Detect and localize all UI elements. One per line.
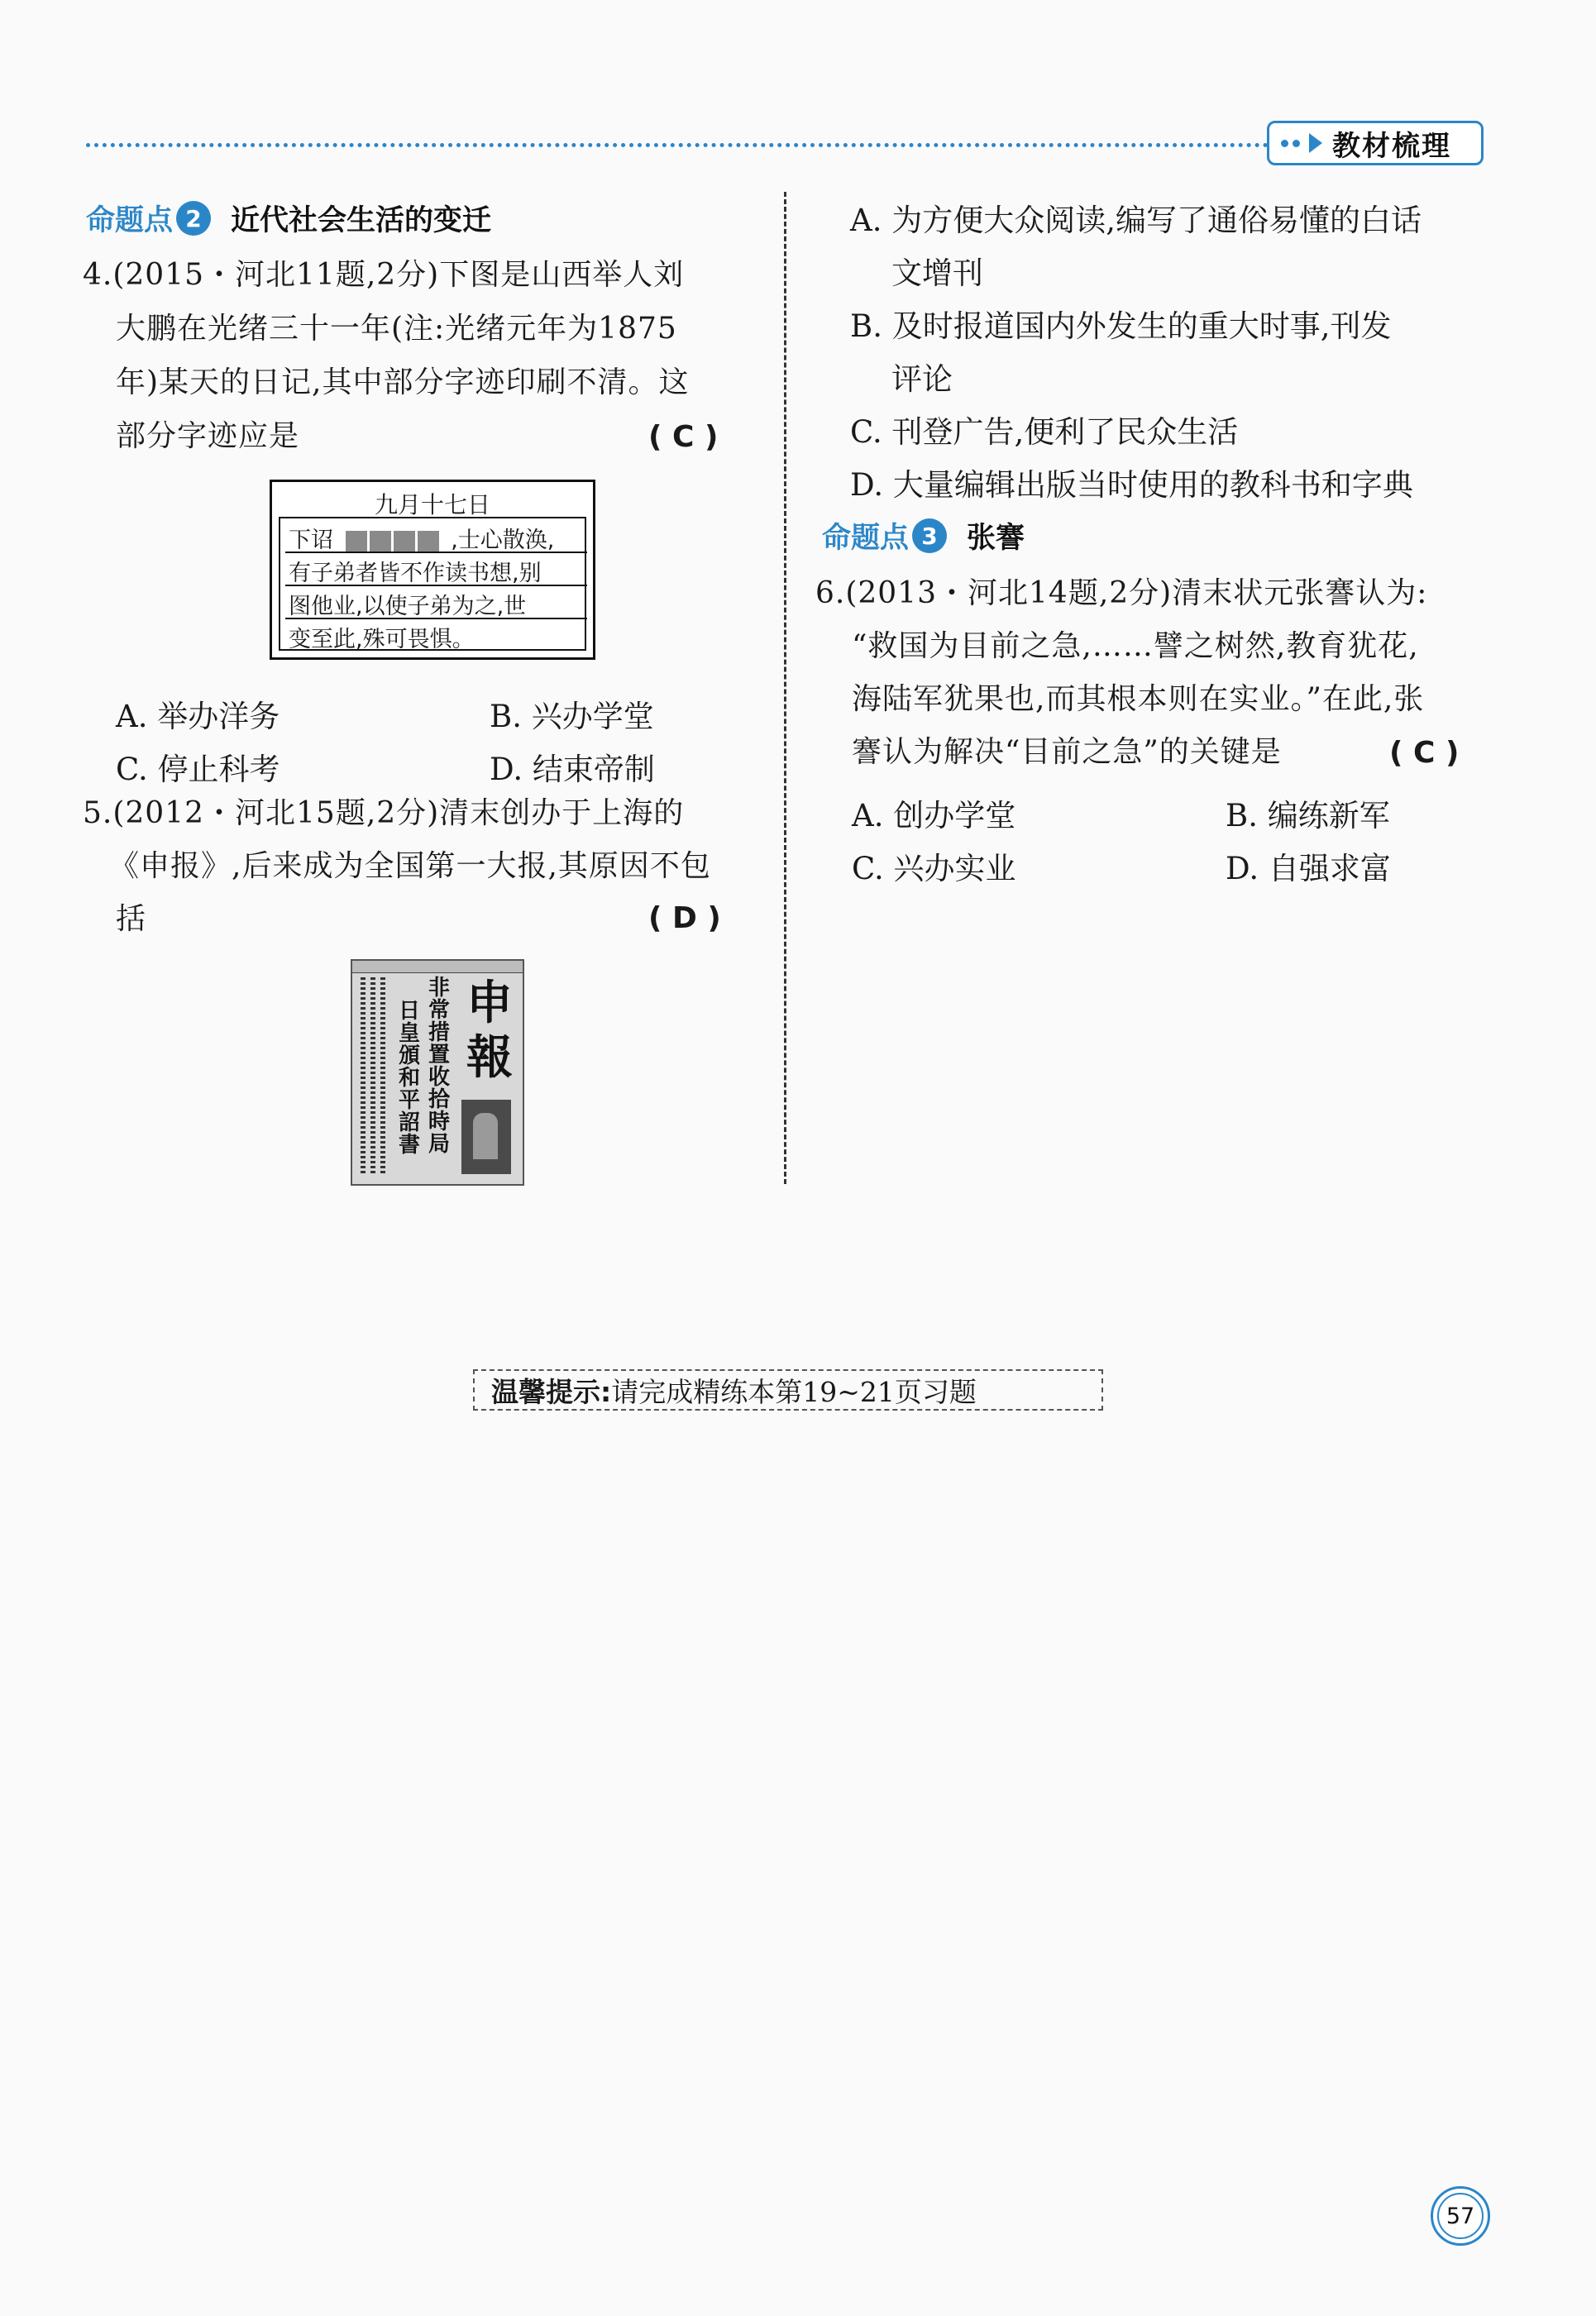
diary-line-2: 有子弟者皆不作读书想,别 [289, 561, 542, 586]
question-4-line-1: 4.(2015・河北11题,2分)下图是山西举人刘 [83, 258, 685, 292]
question-4-option-c: C. 停止科考 [116, 752, 280, 787]
newspaper-masthead: 申報 [466, 976, 513, 1085]
diary-figure [270, 480, 595, 660]
question-5-option-b-line-1: B. 及时报道国内外发生的重大时事,刊发 [850, 308, 1392, 344]
section-title: 近代社会生活的变迁 [231, 204, 492, 237]
question-6-option-b: B. 编练新军 [1226, 798, 1390, 833]
question-5-option-d: D. 大量编辑出版当时使用的教科书和字典 [850, 467, 1413, 503]
section-number: 3 [912, 518, 947, 553]
question-5-answer: ( D ) [648, 901, 721, 935]
question-6-option-c: C. 兴办实业 [852, 851, 1016, 886]
section-label: 命题点 [86, 204, 174, 237]
question-4-line-2: 大鹏在光绪三十一年(注:光绪元年为1875 [116, 312, 677, 346]
blurred-text [346, 531, 439, 552]
newspaper-photo [461, 1100, 511, 1174]
question-4-option-b: B. 兴办学堂 [490, 699, 654, 734]
newspaper-headline-2: 日皇頒和平詔書 [398, 999, 420, 1158]
question-5-option-a-line-2: 文增刊 [891, 255, 983, 291]
question-5-line-3: 括 [116, 902, 147, 936]
question-4-option-a: A. 举办洋务 [116, 699, 280, 734]
question-5-option-b-line-2: 评论 [891, 361, 953, 397]
question-5-line-2: 《申报》,后来成为全国第一大报,其原因不包 [109, 849, 711, 883]
page-number-badge [1431, 2186, 1490, 2246]
section-header-3 [822, 513, 1025, 559]
section-header-2 [86, 195, 491, 241]
section-title: 张謇 [967, 522, 1025, 555]
question-4-line-4: 部分字迹应是 [116, 419, 300, 453]
section-label: 命题点 [822, 522, 910, 555]
arrow-icon [1281, 133, 1322, 153]
diary-line-3: 图他业,以使子弟为之,世 [289, 594, 527, 619]
question-5-option-c: C. 刊登广告,便利了民众生活 [850, 414, 1239, 450]
question-6-option-d: D. 自强求富 [1226, 851, 1391, 886]
question-6-line-3: 海陆军犹果也,而其根本则在实业。”在此,张 [852, 682, 1425, 716]
question-5-line-1: 5.(2012・河北15题,2分)清末创办于上海的 [83, 796, 685, 830]
question-6-line-1: 6.(2013・河北14题,2分)清末状元张謇认为: [815, 576, 1428, 610]
question-4-line-3: 年)某天的日记,其中部分字迹印刷不清。这 [116, 365, 690, 399]
column-divider [784, 192, 786, 1184]
reminder-label: 温馨提示: [491, 1375, 612, 1408]
question-6-line-2: “救国为目前之急,……譬之树然,教育犹花, [852, 629, 1419, 663]
section-number: 2 [176, 201, 211, 236]
newspaper-headline-1: 非常措置收拾時局 [428, 976, 450, 1157]
diary-date: 九月十七日 [374, 491, 490, 518]
section-tag-label: 教材梳理 [1332, 129, 1451, 163]
question-4-option-d: D. 结束帝制 [490, 752, 655, 787]
question-4-answer: ( C ) [648, 420, 719, 454]
page-number: 57 [1437, 2193, 1484, 2239]
question-6-answer: ( C ) [1389, 736, 1460, 770]
question-6-line-4: 謇认为解决“目前之急”的关键是 [852, 735, 1282, 769]
header-dotted-rule [86, 143, 1269, 147]
diary-line-1: 下诏 ,士心散涣, [289, 528, 555, 553]
diary-line-4: 变至此,殊可畏惧。 [289, 627, 475, 652]
reminder-box [473, 1369, 1103, 1411]
reminder-text: 请完成精练本第19~21页习题 [611, 1375, 977, 1408]
question-6-option-a: A. 创办学堂 [852, 798, 1016, 833]
question-5-option-a-line-1: A. 为方便大众阅读,编写了通俗易懂的白话 [850, 203, 1422, 238]
section-tag [1267, 121, 1484, 165]
shenbao-newspaper-image [351, 959, 524, 1186]
